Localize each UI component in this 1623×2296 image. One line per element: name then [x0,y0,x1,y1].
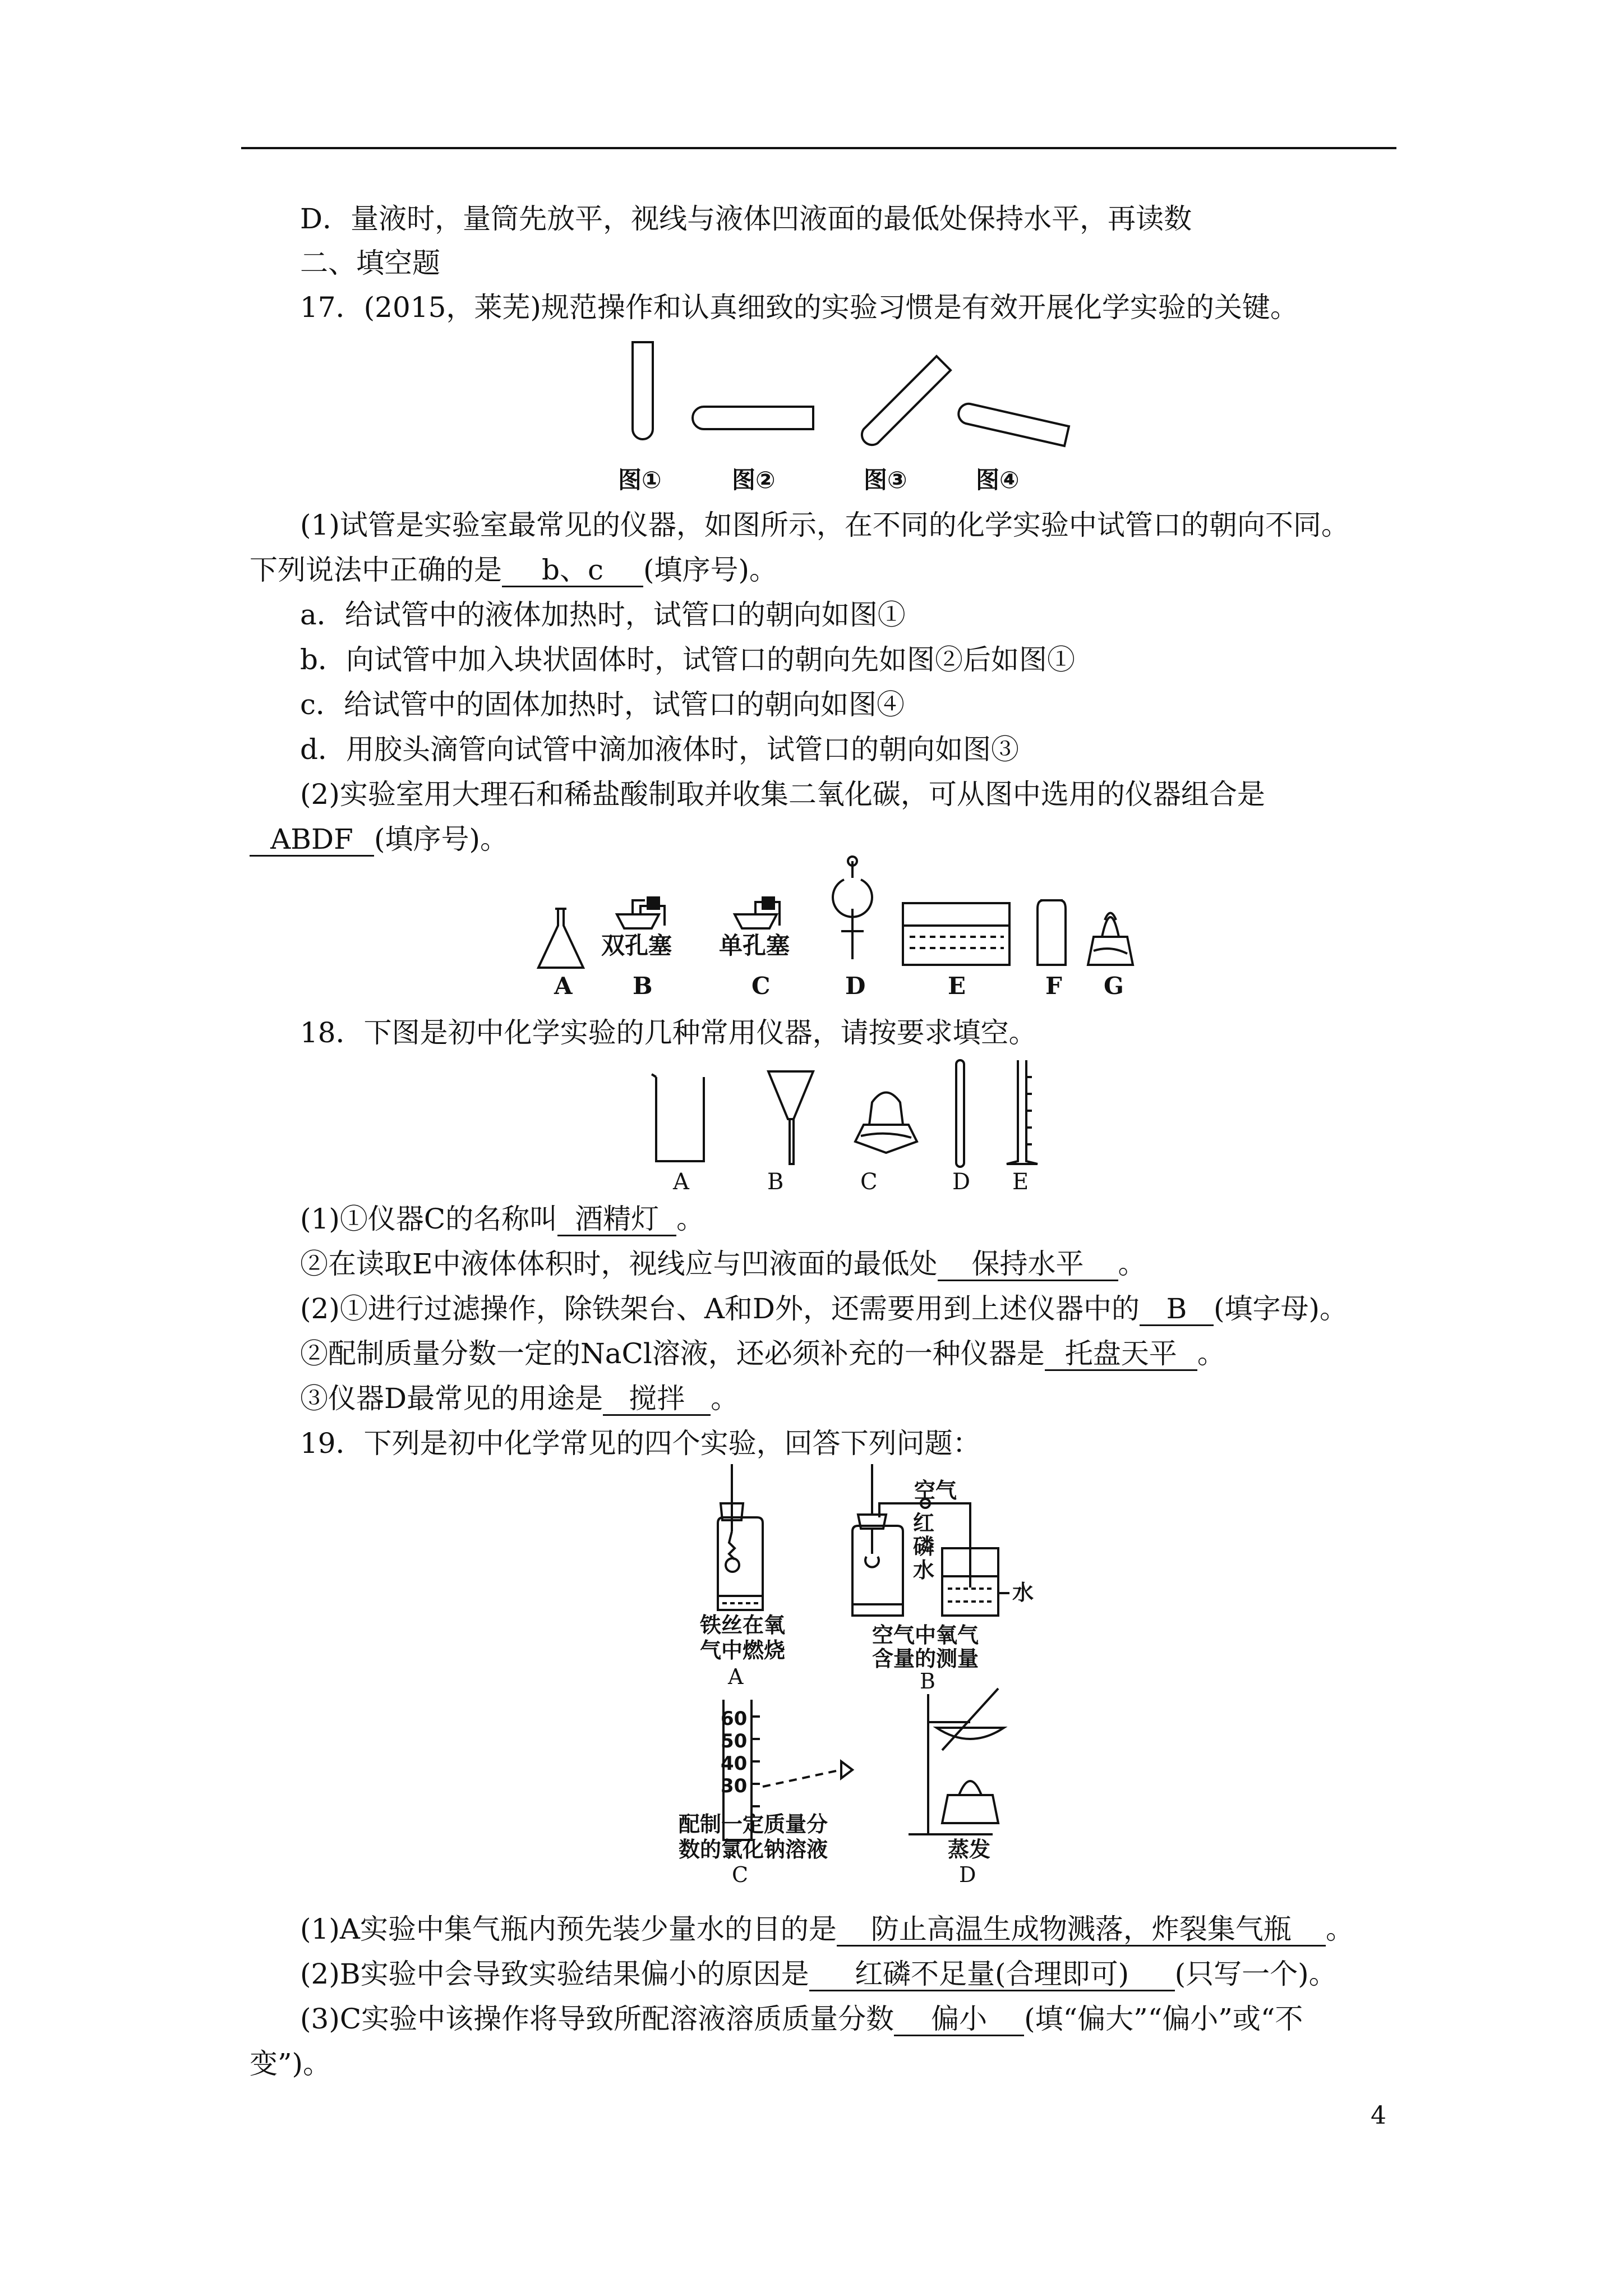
exp-a-letter: A [728,1664,744,1689]
q18-line5: ③仪器D最常见的用途是 搅拌 。 [300,1382,739,1415]
q17-option-d: d．用胶头滴管向试管中滴加液体时，试管口的朝向如图③ [300,733,1020,766]
exp-b-red2: 磷 [913,1534,935,1559]
beaker [656,1077,704,1161]
q17-p2-line1: (2)实验室用大理石和稀盐酸制取并收集二氧化碳，可从图中选用的仪器组合是 [300,778,1265,811]
inst-letter-d: D [952,1169,971,1195]
q18-answer-2: 保持水平 [938,1248,1118,1281]
q18-answer-5: 搅拌 [603,1383,711,1416]
inst-letter-a: A [673,1169,689,1195]
fig-label-1: 图① [618,466,662,494]
exp-a-drawing [718,1464,763,1610]
q19-answer-2: 红磷不足量(合理即可) [809,1958,1175,1991]
exp-b-cap2: 含量的测量 [872,1646,979,1671]
tube-2 [693,407,813,429]
q17-answer-2: ABDF [250,823,374,857]
graduated-cylinder [1007,1060,1038,1164]
conical-flask [538,909,583,968]
section-heading: 二、填空题 [300,247,440,279]
inst-letter-b: B [767,1169,784,1195]
tube-1 [633,342,653,439]
inst-letter-c: C [860,1169,878,1195]
exp-c-letter: C [732,1862,749,1887]
inst-letter-e: E [1012,1169,1029,1195]
q18-line4: ②配制质量分数一定的NaCl溶液，还必须补充的一种仪器是 托盘天平 。 [300,1337,1225,1370]
q17-p1-line1: (1)试管是实验室最常见的仪器，如图所示，在不同的化学实验中试管口的朝向不同。 [300,509,1349,541]
q19-line2: (2)B实验中会导致实验结果偏小的原因是 红磷不足量(合理即可) (只写一个)。 [300,1958,1337,1990]
exp-d-cap: 蒸发 [948,1837,991,1862]
app-letter-g: G [1104,972,1124,1000]
q19-stem: 19．下列是初中化学常见的四个实验，回答下列问题： [300,1427,981,1460]
double-hole-stopper [617,914,659,928]
funnel [768,1071,813,1164]
exp-a-cap2: 气中燃烧 [700,1638,786,1663]
c-tick-30: 30 [721,1775,748,1797]
exp-a-cap1: 铁丝在氧 [700,1613,786,1637]
separatory-funnel [833,861,872,959]
c-tick-50: 50 [721,1730,748,1752]
app-letter-c: C [751,972,771,1000]
fig-label-2: 图② [732,466,776,494]
fig-label-4: 图④ [976,466,1020,494]
stopper-b-label: 双孔塞 [601,932,672,959]
stopper-c-label: 单孔塞 [719,932,790,959]
q18-stem: 18．下图是初中化学实验的几种常用仪器，请按要求填空。 [300,1016,1037,1049]
q19-answer-1: 防止高温生成物溅落，炸裂集气瓶 [837,1913,1326,1947]
tube-4 [958,404,1069,446]
q17-p1-line2: 下列说法中正确的是 b、c (填序号)。 [250,554,778,586]
q17-option-b: b．向试管中加入块状固体时，试管口的朝向先如图②后如图① [300,643,1076,676]
exp-d-letter: D [959,1862,976,1887]
experiments-figure [679,1464,1105,1902]
instruments-figure [639,1055,1088,1195]
exp-b-letter: B [920,1669,935,1694]
q19-line4: 变”)。 [250,2047,331,2080]
exp-d-drawing [909,1688,1004,1834]
exp-c-cap2: 数的氯化钠溶液 [679,1837,828,1862]
q17-answer-1: b、c [502,554,643,587]
c-tick-40: 40 [721,1752,748,1775]
apparatus-figure [533,853,1166,999]
q18-answer-3: B [1140,1293,1214,1326]
app-letter-f: F [1045,972,1062,1000]
c-tick-60: 60 [721,1708,748,1730]
q19-line3: (3)C实验中该操作将导致所配溶液溶质质量分数 偏小 (填“偏大”“偏小”或“不 [300,2003,1303,2035]
q18-answer-1: 酒精灯 [557,1203,676,1236]
fig-label-3: 图③ [864,466,907,494]
exp-b-red1: 红 [913,1511,935,1535]
exp-b-water-in: 水 [913,1558,935,1582]
q19-answer-3: 偏小 [894,2003,1024,2036]
app-letter-b: B [633,972,653,1000]
q17-option-c: c．给试管中的固体加热时，试管口的朝向如图④ [300,688,905,721]
app-letter-e: E [948,972,966,1000]
water-trough [903,903,1009,965]
q19-line1: (1)A实验中集气瓶内预先装少量水的目的是 防止高温生成物溅落，炸裂集气瓶 。 [300,1913,1354,1945]
q18-line1: (1)①仪器C的名称叫 酒精灯 。 [300,1203,705,1235]
option-d: D．量液时，量筒先放平，视线与液体凹液面的最低处保持水平，再读数 [300,203,1192,235]
single-hole-stopper [735,914,777,928]
gas-jar [1038,900,1066,965]
header-rule [241,147,1396,149]
glass-rod [956,1060,964,1167]
q18-line3: (2)①进行过滤操作，除铁架台、A和D外，还需要用到上述仪器中的 B (填字母)。 [300,1292,1348,1325]
q17-p2-line2: ABDF (填序号)。 [250,821,508,858]
test-tube-figures [611,331,1105,499]
exp-b-air: 空气 [914,1478,957,1503]
q18-line2: ②在读取E中液体体积时，视线应与凹液面的最低处 保持水平 。 [300,1248,1146,1280]
app-letter-d: D [845,972,866,1000]
page-number: 4 [1371,2101,1386,2130]
exp-b-water-out: 水 [1012,1580,1034,1605]
q17-stem: 17．(2015，莱芜)规范操作和认真细致的实验习惯是有效开展化学实验的关键。 [300,291,1298,324]
q18-answer-4: 托盘天平 [1045,1338,1197,1371]
exp-c-cap1: 配制一定质量分 [679,1812,828,1837]
alcohol-lamp [855,1125,917,1153]
q17-option-a: a．给试管中的液体加热时，试管口的朝向如图① [300,599,906,631]
exp-b-cap1: 空气中氧气 [872,1623,979,1648]
tube-3 [862,356,951,445]
app-letter-a: A [554,972,573,1000]
